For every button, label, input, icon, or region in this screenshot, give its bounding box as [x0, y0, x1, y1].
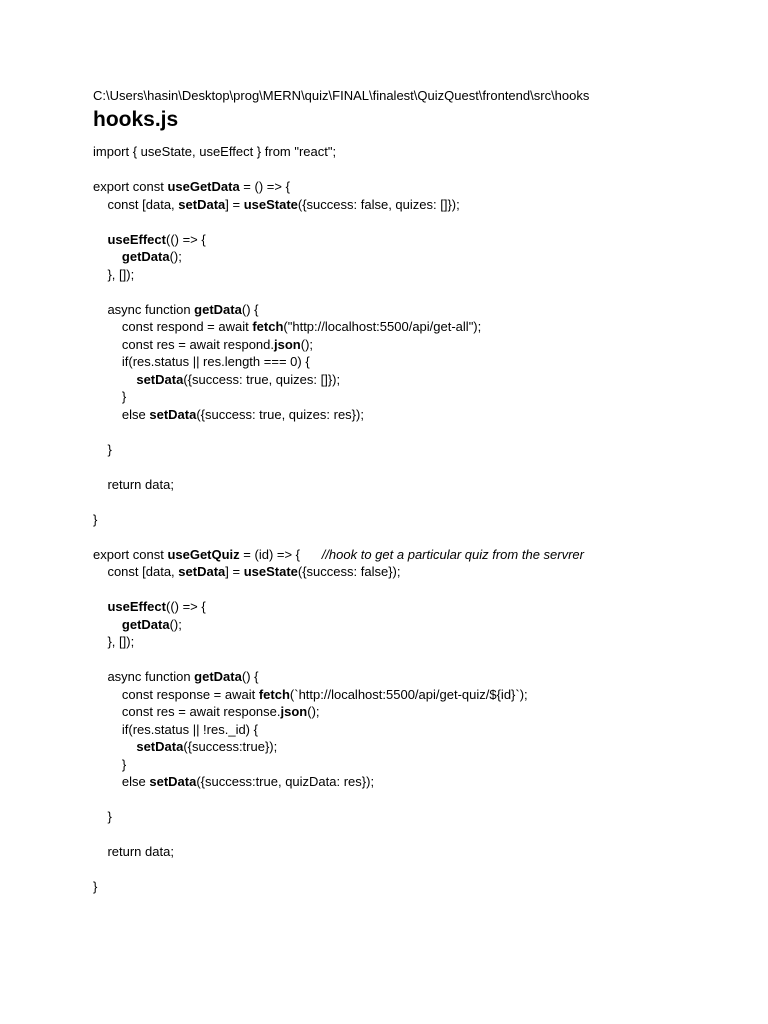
file-title: hooks.js — [93, 108, 179, 131]
code-token: return data; — [93, 476, 174, 492]
code-line — [93, 441, 733, 459]
code-token: useState — [243, 564, 298, 579]
code-token: setData — [149, 774, 197, 789]
code-line — [93, 266, 733, 284]
code-token: json — [274, 336, 301, 352]
file-path: C:\Users\hasin\Desktop\prog\MERN\quiz\FINAL\finalest\QuizQuest\frontend\src\hooks — [93, 88, 590, 103]
code-token: (() => { — [165, 599, 206, 614]
code-token: useGetData — [167, 179, 240, 194]
code-token: const res = await respond. — [93, 336, 275, 352]
code-token: useState — [243, 196, 298, 212]
code-line — [93, 511, 733, 529]
code-line — [93, 563, 733, 581]
code-token: ] = — [225, 196, 244, 212]
code-token: (); — [307, 704, 320, 719]
code-line — [93, 598, 733, 616]
code-token: setData — [136, 371, 184, 387]
code-line — [93, 843, 733, 861]
code-token: (`http://localhost:5500/api/get-quiz/${id}`); — [289, 686, 528, 702]
code-token: fetch — [258, 686, 290, 702]
code-line — [93, 878, 733, 896]
code-token: fetch — [252, 319, 284, 334]
code-token: useEffect — [107, 599, 166, 614]
code-line — [93, 703, 733, 721]
code-token: ({success: false}); — [297, 564, 401, 579]
code-line — [93, 476, 733, 494]
code-line — [93, 616, 733, 634]
code-line — [93, 196, 733, 214]
code-token: ] = — [225, 564, 244, 579]
code-line — [93, 423, 733, 441]
code-line — [93, 721, 733, 739]
code-token: return data; — [93, 844, 174, 859]
code-token: (); — [300, 336, 314, 352]
code-line — [93, 213, 733, 231]
code-token: const [data, — [93, 196, 179, 212]
code-token: (); — [169, 616, 182, 632]
code-token — [93, 739, 136, 754]
code-token: = () => { — [239, 179, 290, 194]
code-token: ("http://localhost:5500/api/get-all"); — [283, 319, 482, 334]
code-token: async function — [93, 301, 195, 317]
code-line — [93, 248, 733, 266]
code-token: if(res.status || !res._id) { — [93, 721, 258, 737]
code-line — [93, 178, 733, 196]
code-line — [93, 143, 733, 161]
code-token: //hook to get a particular quiz from the servrer — [321, 546, 584, 562]
code-token: ({success:true}); — [183, 739, 278, 754]
code-token: (); — [169, 249, 182, 264]
code-line — [93, 738, 733, 756]
code-token: else — [93, 406, 150, 422]
code-token: const [data, — [93, 564, 179, 579]
code-token: getData — [194, 669, 242, 684]
code-token: (() => { — [165, 231, 206, 247]
code-line — [93, 458, 733, 476]
code-token: getData — [121, 249, 170, 264]
code-token: ({success: true, quizes: []}); — [183, 371, 341, 387]
code-line — [93, 318, 733, 336]
code-token: getData — [121, 616, 170, 632]
code-line — [93, 633, 733, 651]
code-token: ({success:true, quizData: res}); — [196, 774, 375, 789]
code-line — [93, 791, 733, 809]
code-token: } — [93, 879, 98, 894]
code-token: ({success: false, quizes: []}); — [297, 196, 460, 212]
code-token: getData — [194, 301, 242, 317]
code-token: import { useState, useEffect } from "react"; — [93, 144, 337, 159]
code-block — [93, 143, 733, 896]
code-token — [93, 617, 122, 632]
code-line — [93, 826, 733, 844]
code-token: useGetQuiz — [167, 546, 240, 562]
code-token — [93, 599, 107, 614]
code-token: if(res.status || res.length === 0) { — [93, 354, 310, 369]
code-token: ({success: true, quizes: res}); — [196, 406, 364, 422]
code-line — [93, 336, 733, 354]
code-token: const res = await response. — [93, 704, 281, 719]
code-token: } — [93, 809, 112, 824]
code-line — [93, 546, 733, 564]
code-token: () { — [241, 669, 259, 684]
code-token — [93, 232, 107, 247]
code-token: const respond = await — [93, 319, 253, 334]
code-line — [93, 283, 733, 301]
code-line — [93, 161, 733, 179]
code-line — [93, 668, 733, 686]
code-token: } — [93, 511, 98, 527]
code-line — [93, 528, 733, 546]
code-line — [93, 301, 733, 319]
code-line — [93, 581, 733, 599]
code-token: else — [93, 774, 150, 789]
code-token: setData — [149, 406, 197, 422]
code-token: () { — [241, 301, 259, 317]
code-token — [93, 372, 136, 387]
code-line — [93, 686, 733, 704]
code-line — [93, 651, 733, 669]
code-line — [93, 353, 733, 371]
code-line — [93, 493, 733, 511]
code-token: export const — [93, 179, 168, 194]
code-line — [93, 861, 733, 879]
code-line — [93, 371, 733, 389]
code-line — [93, 231, 733, 249]
code-token: } — [93, 756, 127, 772]
code-token: async function — [93, 669, 195, 684]
code-line — [93, 406, 733, 424]
code-token: = (id) => { — [239, 546, 322, 562]
code-token: setData — [178, 564, 226, 579]
code-line — [93, 808, 733, 826]
code-token: useEffect — [107, 231, 166, 247]
code-token: } — [93, 441, 112, 457]
code-token: export const — [93, 546, 168, 562]
code-token: }, []); — [93, 266, 135, 282]
code-token: }, []); — [93, 634, 135, 649]
code-token: } — [93, 389, 127, 404]
code-token: json — [280, 704, 308, 719]
code-token: const response = await — [93, 686, 259, 702]
code-token — [93, 249, 122, 264]
code-line — [93, 773, 733, 791]
code-token: setData — [136, 739, 184, 754]
code-line — [93, 756, 733, 774]
code-token: setData — [178, 196, 226, 212]
code-line — [93, 388, 733, 406]
document-page — [93, 87, 733, 896]
